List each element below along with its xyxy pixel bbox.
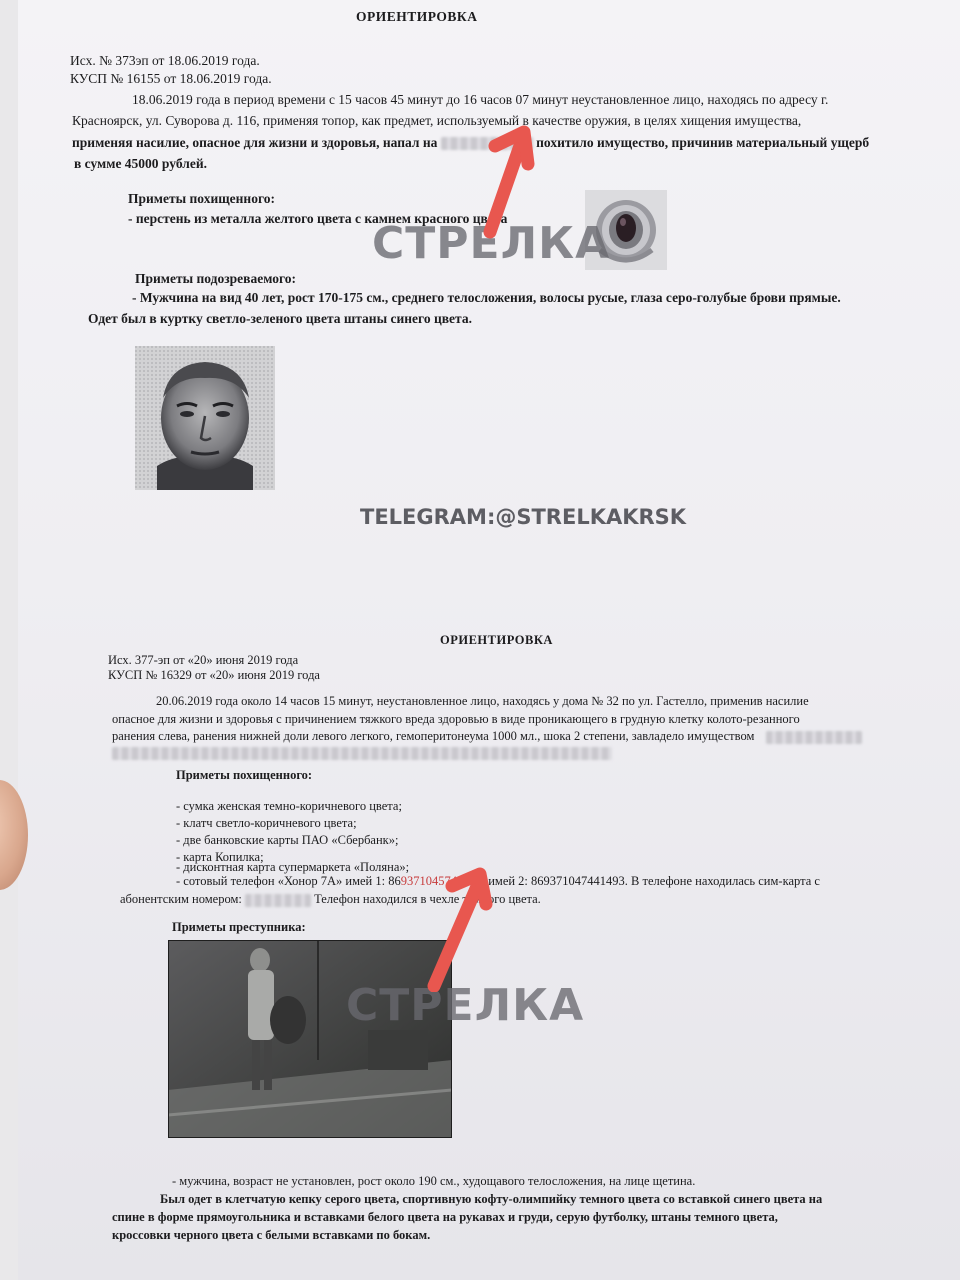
doc2-stolen-item: - клатч светло-коричневого цвета;: [176, 816, 357, 830]
doc1-text: применяя насилие, опасное для жизни и здоровья, напал на: [72, 135, 438, 150]
redacted-line: [112, 744, 612, 762]
watermark-strelka: СТРЕЛКА: [346, 980, 585, 1031]
red-arrow-icon: [420, 862, 500, 992]
doc2-ref-outgoing: Исх. 377-эп от «20» июня 2019 года: [108, 653, 299, 667]
doc2-title: ОРИЕНТИРОВКА: [440, 633, 553, 647]
doc1-paragraph-line: Красноярск, ул. Суворова д. 116, применяя топор, как предмет, используемый в качестве оружия, в целях хищения имущества,: [72, 113, 802, 128]
doc1-ref-outgoing: Исх. № 373эп от 18.06.2019 года.: [70, 53, 260, 68]
doc2-paragraph-line: опасное для жизни и здоровья с причинением тяжкого вреда здоровью в виде проникающего в грудную клетку колото-резанного: [112, 712, 800, 726]
doc2-text: , имей 2: 869371047441493. В телефоне находилась сим-карта с: [481, 874, 820, 888]
doc2-criminal-clothing: кроссовки черного цвета с белыми вставками по бокам.: [112, 1228, 431, 1242]
doc1-paragraph-line: 18.06.2019 года в период времени с 15 часов 45 минут до 16 часов 07 минут неустановленное лицо, находясь по адресу г.: [132, 92, 829, 107]
doc1-title: ОРИЕНТИРОВКА: [356, 9, 478, 24]
suspect-sketch-photo: [135, 346, 275, 490]
doc2-criminal-clothing: Был одет в клетчатую кепку серого цвета, спортивную кофту-олимпийку темного цвета со вставкой синего цвета на: [160, 1192, 823, 1206]
doc2-criminal-heading: Приметы преступника:: [172, 920, 306, 934]
telegram-watermark: TELEGRAM:@STRELKAKRSK: [360, 505, 687, 529]
highlighted-imei: 9371045741498: [400, 874, 482, 888]
doc1-stolen-heading: Приметы похищенного:: [128, 191, 275, 206]
doc1-suspect-heading: Приметы подозреваемого:: [135, 271, 297, 286]
doc1-stolen-item: - перстень из металла желтого цвета с камнем красного цвета: [128, 211, 508, 226]
doc2-text: абонентским номером:: [120, 892, 242, 906]
doc1-damage-sum: в сумме 45000 рублей.: [74, 156, 207, 171]
red-arrow-icon: [470, 120, 540, 240]
cctv-photo: [168, 940, 452, 1138]
doc2-paragraph-line: 20.06.2019 года около 14 часов 15 минут, неустановленное лицо, находясь у дома № 32 по ул. Гастелло, применив насилие: [156, 694, 809, 708]
doc2-paragraph-line: [112, 727, 862, 745]
doc1-ref-kusp: КУСП № 16155 от 18.06.2019 года.: [70, 71, 272, 86]
redacted-name: [766, 731, 862, 744]
doc2-stolen-item: - карта Копилка;: [176, 850, 264, 864]
doc2-text: Телефон находился в чехле темного цвета.: [314, 892, 541, 906]
doc1-text: похитило имущество, причинив материальный ущерб: [536, 135, 870, 150]
doc2-text: ранения слева, ранения нижней доли левого легкого, гемоперитонеума 1000 мл., шока 2 степени, завладело имуществом: [112, 729, 755, 743]
doc2-stolen-item: - дисконтная карта супермаркета «Поляна»;: [176, 860, 410, 874]
doc2-criminal-description: - мужчина, возраст не установлен, рост около 190 см., худощавого телосложения, на лице щетина.: [172, 1174, 696, 1188]
doc1-suspect-clothing: Одет был в куртку светло-зеленого цвета штаны синего цвета.: [88, 311, 472, 326]
watermark-strelka: СТРЕЛКА: [372, 218, 611, 269]
doc2-ref-kusp: КУСП № 16329 от «20» июня 2019 года: [108, 668, 320, 682]
redacted-phone-number: [245, 894, 311, 907]
doc2-stolen-item: - сумка женская темно-коричневого цвета;: [176, 799, 402, 813]
doc2-stolen-item: - две банковские карты ПАО «Сбербанк»;: [176, 833, 399, 847]
doc2-text: - сотовый телефон «Хонор 7А» имей 1: 86: [176, 874, 401, 888]
doc2-stolen-heading: Приметы похищенного:: [176, 768, 313, 782]
doc2-criminal-clothing: спине в форме прямоугольника и вставками белого цвета на рукавах и груди, серую футболку, штаны темного цвета,: [112, 1210, 778, 1224]
redacted-text: [112, 747, 612, 760]
doc1-suspect-description: - Мужчина на вид 40 лет, рост 170-175 см., среднего телосложения, волосы русые, глаза серо-голубые брови прямые.: [132, 290, 841, 305]
